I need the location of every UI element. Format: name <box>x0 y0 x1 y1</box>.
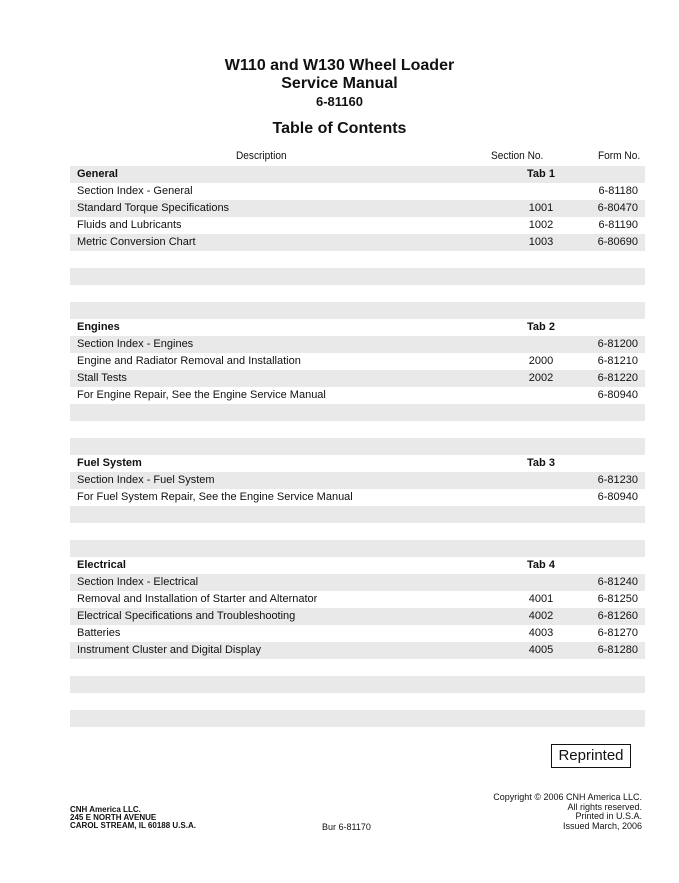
toc-row <box>70 336 645 353</box>
row-form-number: 6-81260 <box>597 610 638 622</box>
row-description: Fuel System <box>77 457 142 469</box>
copyright-line: Printed in U.S.A. <box>575 811 642 821</box>
blank-row <box>70 659 645 676</box>
row-form-number: 6-80690 <box>597 236 638 248</box>
bur-number: Bur 6-81170 <box>322 822 371 832</box>
section-header-row <box>70 319 645 336</box>
row-description: Batteries <box>77 627 121 639</box>
toc-row <box>70 387 645 404</box>
blank-row <box>70 540 645 557</box>
row-description: Removal and Installation of Starter and Alternator <box>77 593 318 605</box>
blank-row <box>70 251 645 268</box>
row-description: Standard Torque Specifications <box>77 202 230 214</box>
row-form-number: 6-80470 <box>597 202 638 214</box>
row-description: Stall Tests <box>77 372 127 384</box>
row-section-number: 1001 <box>528 202 554 214</box>
row-description: Electrical Specifications and Troubleshooting <box>77 610 296 622</box>
row-description: Engines <box>77 321 120 333</box>
row-form-number: 6-81250 <box>597 593 638 605</box>
blank-row <box>70 421 645 438</box>
blank-row <box>70 710 645 727</box>
row-section-number: 1002 <box>528 219 554 231</box>
toc-row <box>70 370 645 387</box>
row-section-number: 4003 <box>528 627 554 639</box>
row-form-number: 6-81280 <box>597 644 638 656</box>
row-section-number: Tab 2 <box>527 321 555 333</box>
row-description: Section Index - Electrical <box>77 576 199 588</box>
section-header-row <box>70 557 645 574</box>
row-section-number: 2002 <box>528 372 554 384</box>
toc-row <box>70 353 645 370</box>
toc-row <box>70 234 645 251</box>
row-section-number: Tab 1 <box>527 168 555 180</box>
blank-row <box>70 506 645 523</box>
row-form-number: 6-81240 <box>597 576 638 588</box>
toc-row <box>70 574 645 591</box>
row-section-number: 1003 <box>528 236 554 248</box>
row-form-number: 6-81190 <box>598 219 638 231</box>
row-section-number: Tab 3 <box>527 457 555 469</box>
toc-table <box>70 166 645 727</box>
blank-row <box>70 268 645 285</box>
reprinted-stamp: Reprinted <box>551 744 631 768</box>
blank-row <box>70 523 645 540</box>
blank-row <box>70 693 645 710</box>
toc-row <box>70 472 645 489</box>
row-description: Metric Conversion Chart <box>77 236 196 248</box>
toc-row <box>70 489 645 506</box>
copyright-line: All rights reserved. <box>567 801 642 812</box>
address-line: CNH America LLC. <box>70 805 141 814</box>
row-description: Electrical <box>77 559 126 571</box>
blank-row <box>70 438 645 455</box>
copyright-line: Copyright © 2006 CNH America LLC. <box>493 792 642 802</box>
row-form-number: 6-81220 <box>597 372 638 384</box>
row-description: Section Index - Fuel System <box>77 474 215 486</box>
row-section-number: 4002 <box>528 610 554 622</box>
row-description: General <box>77 168 118 180</box>
column-header-description: Description <box>236 150 287 162</box>
row-description: Fluids and Lubricants <box>77 219 182 231</box>
row-form-number: 6-81270 <box>597 627 638 639</box>
toc-row <box>70 642 645 659</box>
blank-row <box>70 302 645 319</box>
toc-heading: Table of Contents <box>272 120 407 137</box>
toc-row <box>70 608 645 625</box>
row-form-number: 6-81210 <box>597 355 638 367</box>
row-section-number: 4005 <box>528 644 554 656</box>
section-header-row <box>70 166 645 183</box>
address-line: 245 E NORTH AVENUE <box>70 813 157 822</box>
copyright-line: Issued March, 2006 <box>562 820 642 831</box>
doc-title-line2: Service Manual <box>281 75 398 92</box>
doc-title-line1: W110 and W130 Wheel Loader <box>224 57 455 74</box>
copyright-block <box>493 793 642 831</box>
toc-row <box>70 217 645 234</box>
row-description: Section Index - Engines <box>77 338 194 350</box>
row-description: For Fuel System Repair, See the Engine Service Manual <box>77 491 353 503</box>
row-description: Section Index - General <box>77 185 193 197</box>
blank-row <box>70 676 645 693</box>
row-section-number: 4001 <box>528 593 554 605</box>
row-section-number: Tab 4 <box>527 559 555 571</box>
toc-row <box>70 200 645 217</box>
section-header-row <box>70 455 645 472</box>
row-form-number: 6-81180 <box>598 185 638 197</box>
row-form-number: 6-80940 <box>597 491 638 503</box>
column-header-form: Form No. <box>598 150 641 162</box>
publisher-address <box>70 806 196 830</box>
row-form-number: 6-80940 <box>597 389 638 401</box>
column-header-section: Section No. <box>491 150 544 162</box>
doc-form-number: 6-81160 <box>316 94 363 109</box>
blank-row <box>70 285 645 302</box>
toc-row <box>70 625 645 642</box>
row-description: For Engine Repair, See the Engine Service Manual <box>77 389 326 401</box>
row-description: Instrument Cluster and Digital Display <box>77 644 262 656</box>
row-form-number: 6-81230 <box>597 474 638 486</box>
row-section-number: 2000 <box>528 355 554 367</box>
toc-row <box>70 183 645 200</box>
blank-row <box>70 404 645 421</box>
row-description: Engine and Radiator Removal and Installation <box>77 355 301 367</box>
address-line: CAROL STREAM, IL 60188 U.S.A. <box>70 821 196 830</box>
row-form-number: 6-81200 <box>597 338 638 350</box>
toc-row <box>70 591 645 608</box>
